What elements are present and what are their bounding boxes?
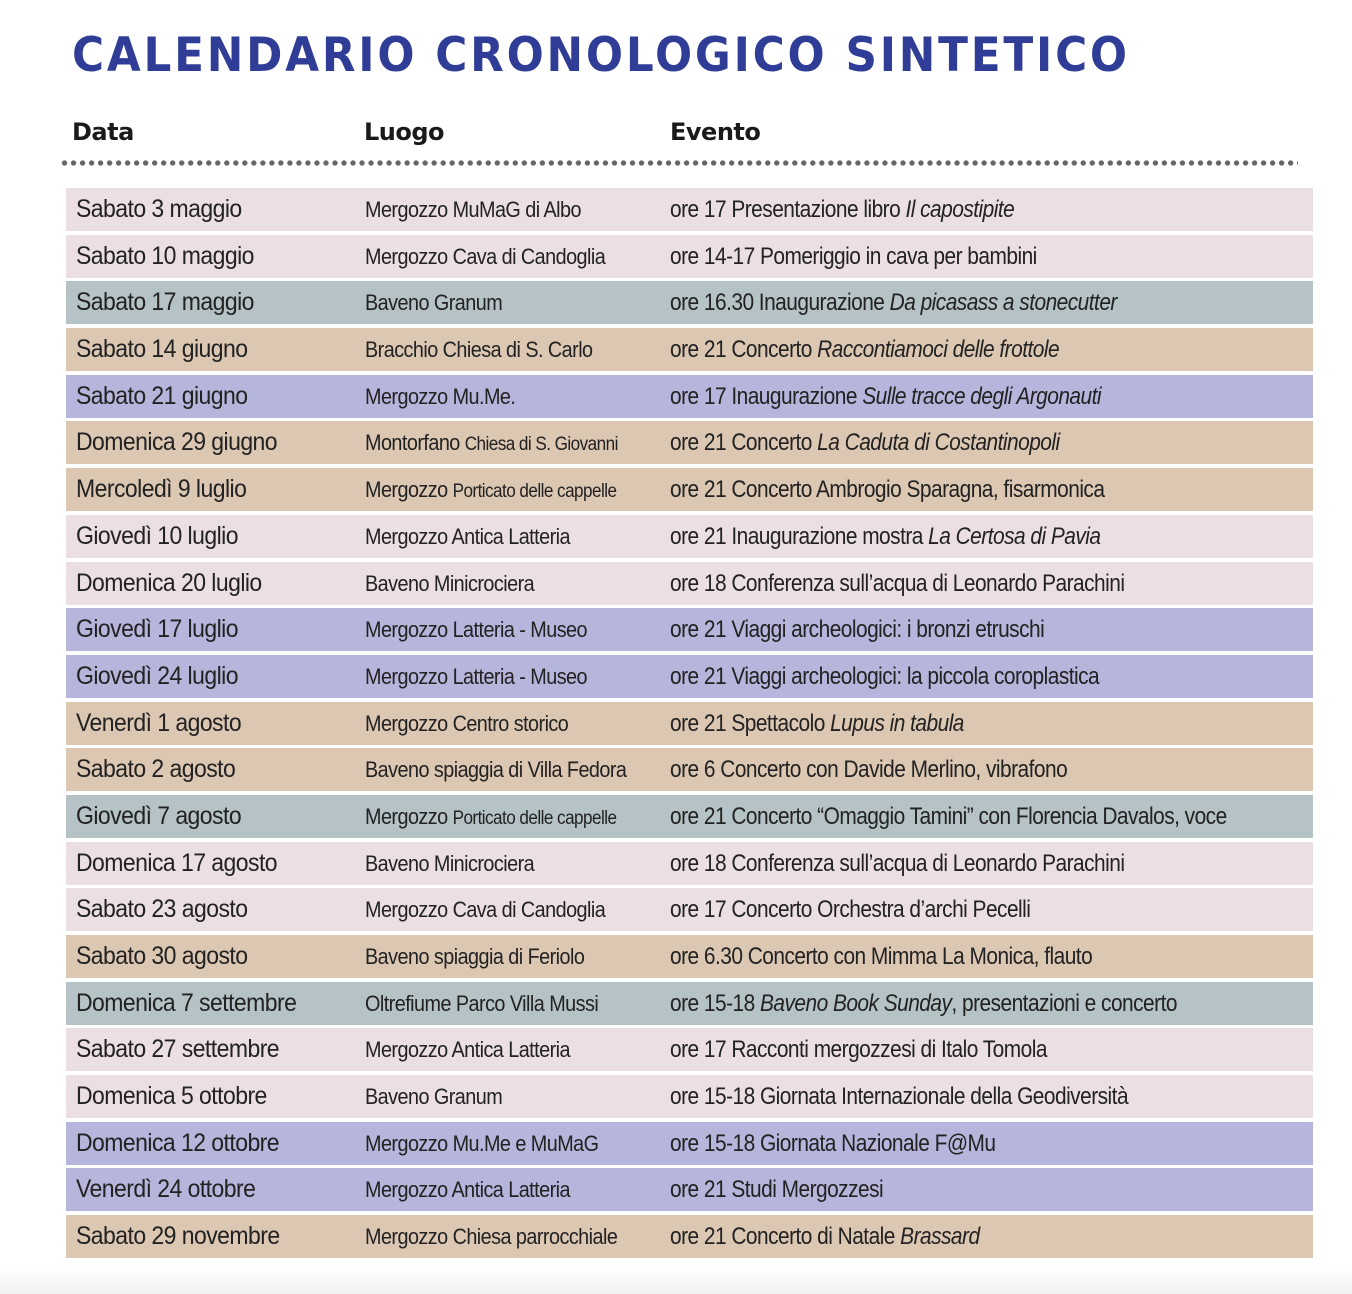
row-date: Mercoledì 9 luglio bbox=[76, 475, 247, 504]
row-event bbox=[670, 1075, 1128, 1118]
table-row bbox=[66, 1122, 1313, 1165]
row-place-main: Mergozzo Antica Latteria bbox=[365, 523, 570, 549]
row-event-title: Raccontiamoci delle frottole bbox=[817, 336, 1060, 364]
row-date: Sabato 23 agosto bbox=[76, 895, 248, 924]
row-place bbox=[365, 235, 605, 278]
table-row bbox=[66, 795, 1313, 838]
row-event bbox=[670, 515, 1100, 558]
table-row bbox=[66, 515, 1313, 558]
table-row bbox=[66, 702, 1313, 745]
table-row bbox=[66, 655, 1313, 698]
row-place-main: Baveno Minicrociera bbox=[365, 850, 535, 876]
row-place-main: Oltrefiume Parco Villa Mussi bbox=[365, 990, 599, 1016]
row-place-main: Mergozzo Mu.Me. bbox=[365, 383, 516, 409]
row-event-text: ore 21 Viaggi archeologici: la piccola coroplastica bbox=[670, 662, 1100, 690]
row-event-text: ore 17 Inaugurazione bbox=[670, 382, 863, 410]
table-row bbox=[66, 328, 1313, 371]
row-date: Giovedì 17 luglio bbox=[76, 615, 238, 644]
row-date: Domenica 5 ottobre bbox=[76, 1082, 267, 1111]
row-event-text: ore 21 Concerto “Omaggio Tamini” con Florencia Davalos, voce bbox=[670, 802, 1227, 830]
table-row bbox=[66, 235, 1313, 278]
row-place bbox=[365, 1215, 617, 1258]
row-place-main: Mergozzo bbox=[365, 477, 453, 503]
row-event-title: Sulle tracce degli Argonauti bbox=[862, 382, 1102, 410]
row-event bbox=[670, 328, 1059, 371]
row-date: Sabato 29 novembre bbox=[76, 1222, 280, 1251]
header-event: Evento bbox=[670, 118, 761, 146]
table-row bbox=[66, 1075, 1313, 1118]
row-event-title: Baveno Book Sunday bbox=[759, 989, 952, 1017]
row-place bbox=[365, 328, 593, 371]
table-row bbox=[66, 1028, 1313, 1071]
row-place-main: Mergozzo Antica Latteria bbox=[365, 1037, 570, 1063]
row-place bbox=[365, 515, 570, 558]
row-place-main: Mergozzo MuMaG di Albo bbox=[365, 197, 581, 222]
table-row bbox=[66, 375, 1313, 418]
row-event bbox=[670, 1028, 1047, 1071]
row-place-main: Baveno spiaggia di Villa Fedora bbox=[365, 757, 627, 783]
row-place bbox=[365, 935, 584, 978]
row-event bbox=[670, 281, 1117, 324]
table-row bbox=[66, 281, 1313, 324]
row-event-text: ore 15-18 Giornata Internazionale della Geodiversità bbox=[670, 1083, 1129, 1111]
row-date: Sabato 27 settembre bbox=[76, 1035, 280, 1064]
row-place-main: Baveno Granum bbox=[365, 1084, 503, 1110]
page-title: CALENDARIO CRONOLOGICO SINTETICO bbox=[72, 28, 1130, 83]
row-place-main: Montorfano bbox=[365, 430, 465, 456]
row-event bbox=[670, 982, 1177, 1025]
row-place-main: Mergozzo Centro storico bbox=[365, 710, 569, 736]
row-event-text: ore 21 Concerto bbox=[670, 336, 818, 364]
row-event-text: ore 6 Concerto con Davide Merlino, vibrafono bbox=[670, 756, 1068, 784]
table-row bbox=[66, 1215, 1313, 1258]
table-row bbox=[66, 748, 1313, 791]
row-place-main: Mergozzo Chiesa parrocchiale bbox=[365, 1224, 618, 1250]
row-event-title: La Certosa di Pavia bbox=[928, 522, 1101, 550]
row-date: Giovedì 10 luglio bbox=[76, 521, 238, 550]
row-event-title: Brassard bbox=[900, 1223, 980, 1251]
row-place bbox=[365, 1168, 570, 1211]
row-event-text: ore 14-17 Pomeriggio in cava per bambini bbox=[670, 242, 1037, 270]
row-event-title: Il capostipite bbox=[905, 196, 1015, 223]
row-date: Giovedì 24 luglio bbox=[76, 661, 238, 690]
row-event bbox=[670, 468, 1104, 511]
row-place bbox=[365, 982, 598, 1025]
row-place bbox=[365, 655, 587, 698]
row-event-title: Da picasass a stonecutter bbox=[889, 289, 1117, 317]
row-date: Sabato 3 maggio bbox=[76, 195, 242, 223]
row-event-text: ore 17 Racconti mergozzesi di Italo Tomola bbox=[670, 1036, 1047, 1064]
table-row bbox=[66, 982, 1313, 1025]
table-header bbox=[0, 118, 1352, 152]
row-event-text: ore 21 Viaggi archeologici: i bronzi etruschi bbox=[670, 616, 1045, 644]
row-event bbox=[670, 748, 1067, 791]
row-event bbox=[670, 375, 1101, 418]
row-date: Venerdì 24 ottobre bbox=[76, 1175, 256, 1204]
row-place bbox=[365, 1028, 570, 1071]
row-event bbox=[670, 888, 1030, 931]
row-date: Venerdì 1 agosto bbox=[76, 708, 242, 737]
row-event bbox=[670, 608, 1044, 651]
row-event-title: La Caduta di Costantinopoli bbox=[817, 429, 1060, 457]
row-event bbox=[670, 1168, 883, 1211]
row-place bbox=[365, 608, 587, 651]
row-place bbox=[365, 795, 616, 838]
row-place-main: Baveno Minicrociera bbox=[365, 570, 535, 596]
row-date: Domenica 29 giugno bbox=[76, 428, 278, 457]
row-event bbox=[670, 235, 1037, 278]
row-date: Sabato 21 giugno bbox=[76, 381, 248, 410]
header-date: Data bbox=[72, 118, 134, 146]
row-event bbox=[670, 702, 964, 745]
row-event-text: ore 18 Conferenza sull’acqua di Leonardo Parachini bbox=[670, 849, 1125, 877]
table-row bbox=[66, 562, 1313, 605]
row-event-text: ore 21 Spettacolo bbox=[670, 709, 831, 737]
row-date: Sabato 2 agosto bbox=[76, 755, 236, 784]
table-row bbox=[66, 421, 1313, 464]
row-event-text: ore 18 Conferenza sull’acqua di Leonardo Parachini bbox=[670, 569, 1125, 597]
row-place-main: Mergozzo Cava di Candoglia bbox=[365, 243, 606, 269]
row-event-title: Lupus in tabula bbox=[830, 709, 964, 737]
row-place bbox=[365, 188, 581, 231]
row-place bbox=[365, 421, 618, 464]
row-event-text: ore 6.30 Concerto con Mimma La Monica, flauto bbox=[670, 943, 1093, 970]
row-place bbox=[365, 468, 616, 511]
row-event-text: ore 21 Concerto Ambrogio Sparagna, fisarmonica bbox=[670, 476, 1105, 504]
row-place-detail: Chiesa di S. Giovanni bbox=[464, 434, 618, 456]
row-place bbox=[365, 748, 626, 791]
row-place-main: Baveno Granum bbox=[365, 290, 503, 316]
row-event-text: ore 16.30 Inaugurazione bbox=[670, 289, 890, 317]
row-event-text: ore 15-18 bbox=[670, 989, 760, 1017]
row-date: Domenica 7 settembre bbox=[76, 988, 297, 1017]
row-event bbox=[670, 562, 1124, 605]
row-date: Domenica 17 agosto bbox=[76, 848, 278, 877]
row-event bbox=[670, 421, 1060, 464]
row-event bbox=[670, 795, 1227, 838]
row-place bbox=[365, 842, 534, 885]
row-date: Sabato 17 maggio bbox=[76, 288, 254, 317]
row-place bbox=[365, 281, 502, 324]
row-date: Sabato 10 maggio bbox=[76, 241, 254, 270]
row-date: Giovedì 7 agosto bbox=[76, 801, 242, 830]
row-place bbox=[365, 375, 515, 418]
table-row bbox=[66, 1168, 1313, 1211]
row-place-main: Mergozzo Latteria - Museo bbox=[365, 617, 588, 643]
row-event-text: ore 21 Inaugurazione mostra bbox=[670, 522, 929, 550]
table-row bbox=[66, 842, 1313, 885]
row-place bbox=[365, 1075, 502, 1118]
table-row bbox=[66, 935, 1313, 978]
row-date: Domenica 20 luglio bbox=[76, 568, 262, 597]
table-row bbox=[66, 188, 1313, 231]
row-place-main: Mergozzo bbox=[365, 803, 453, 829]
row-place-main: Baveno spiaggia di Feriolo bbox=[365, 944, 585, 969]
row-event bbox=[670, 1215, 980, 1258]
row-event-text: ore 17 Presentazione libro bbox=[670, 196, 906, 223]
row-place-main: Bracchio Chiesa di S. Carlo bbox=[365, 337, 593, 363]
table-row bbox=[66, 888, 1313, 931]
row-event-text: ore 21 Studi Mergozzesi bbox=[670, 1176, 884, 1204]
row-date: Domenica 12 ottobre bbox=[76, 1128, 280, 1157]
table-row bbox=[66, 608, 1313, 651]
row-event-text: ore 21 Concerto bbox=[670, 429, 818, 457]
row-event-text: ore 21 Concerto di Natale bbox=[670, 1223, 901, 1251]
row-place bbox=[365, 562, 534, 605]
row-event bbox=[670, 1122, 995, 1165]
row-place-detail: Porticato delle cappelle bbox=[452, 807, 617, 829]
row-place-detail: Porticato delle cappelle bbox=[452, 481, 617, 503]
header-place: Luogo bbox=[364, 118, 445, 146]
row-event-suffix: , presentazioni e concerto bbox=[951, 989, 1177, 1017]
row-date: Sabato 30 agosto bbox=[76, 942, 248, 970]
row-event-text: ore 17 Concerto Orchestra d’archi Pecelli bbox=[670, 896, 1031, 924]
row-place-main: Mergozzo Latteria - Museo bbox=[365, 663, 588, 689]
calendar-table bbox=[66, 188, 1313, 1262]
row-place bbox=[365, 1122, 598, 1165]
row-event bbox=[670, 935, 1092, 978]
row-event bbox=[670, 188, 1014, 231]
row-place bbox=[365, 702, 568, 745]
dotted-divider bbox=[60, 159, 1298, 167]
row-date: Sabato 14 giugno bbox=[76, 335, 248, 364]
row-place-main: Mergozzo Cava di Candoglia bbox=[365, 897, 606, 923]
row-event bbox=[670, 655, 1099, 698]
row-place-main: Mergozzo Antica Latteria bbox=[365, 1177, 570, 1203]
row-place bbox=[365, 888, 605, 931]
row-place-main: Mergozzo Mu.Me e MuMaG bbox=[365, 1130, 599, 1156]
page-bottom-edge bbox=[0, 1268, 1352, 1294]
table-row bbox=[66, 468, 1313, 511]
row-event-text: ore 15-18 Giornata Nazionale F@Mu bbox=[670, 1129, 996, 1157]
row-event bbox=[670, 842, 1124, 885]
